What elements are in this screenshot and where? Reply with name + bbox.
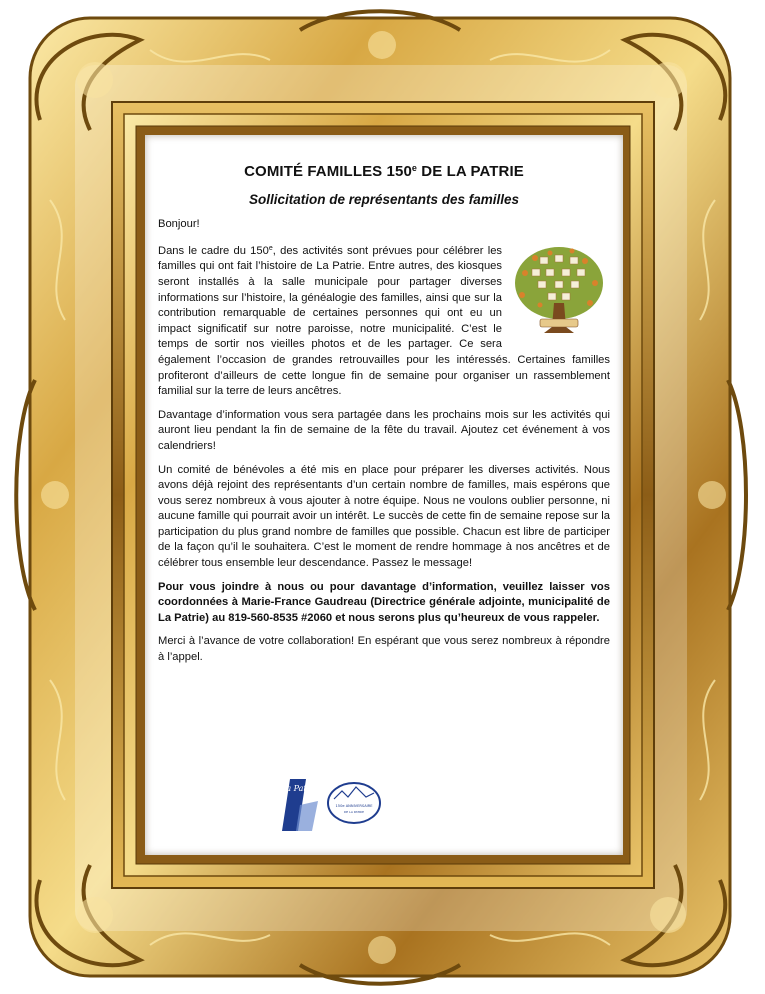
title-rest: DE LA PATRIE [417, 163, 524, 180]
paragraph-2: Davantage d’information vous sera partagée dans les prochains mois sur les activités qui auront lieu pendant la fin de semaine de la fête du travail. Ajoutez cet événement à vos calendriers! [158, 408, 610, 452]
paragraph-1-start: Dans le cadre du 150 [158, 244, 269, 257]
page-subtitle: Sollicitation de représentants des familles [248, 191, 520, 207]
greeting: Bonjour! [158, 218, 200, 231]
family-tree-image [510, 243, 608, 339]
letter-page [145, 135, 623, 855]
paragraph-1-rest: , des activités sont prévues pour célébrer les familles qui ont fait l’histoire de La Patrie. Entre autres, des kiosques seront installés à la salle municipale pour partager diverses informations sur l’histoire, la généalogie des familles, ainsi que sur la contribution remarquable de certaines personnes qui ont eu un impact significatif sur notre paroisse, notre municipalité. C’est le temps de sortir nos vieilles photos et de les partager. Ce sera également l’occasion de grandes retrouvailles pour les intéressés. Certaines familles profiteront d’ailleurs de cette longue fin de semaine pour organiser un rassemblement familial sur la terre de leurs ancêtres. [158, 244, 610, 398]
logo2-line1: 150e ANNIVERSAIRE [335, 804, 373, 808]
paragraph-closing: Merci à l’avance de votre collaboration! En espérant que vous serez nombreux à répondre à l’appel. [158, 635, 610, 664]
la-patrie-logo [280, 779, 318, 831]
logo2-line2: DE LA PATRIE [343, 810, 365, 814]
letter-content [158, 155, 610, 674]
paragraph-3: Un comité de bénévoles a été mis en place pour préparer les diverses activités. Nous avons déjà rejoint des représentants d’un certain nombre de familles, mais espérons que vous serez nombreux à vous ajouter à notre équipe. Nous ne voulons oublier personne, ni aucune famille qui pourrait avoir un intérêt. Le succès de cette fin de semaine repose sur la participation du plus grand nombre de familles que possible. Chacun est libre de participer de la façon qu’il le souhaitera. C’est le moment de rendre hommage à nos ancêtres et de célébrer tous ensemble leur descendance. Passez le message! [158, 463, 610, 570]
paragraph-1 [158, 241, 610, 400]
anniversary-logo [328, 783, 380, 823]
title-main: COMITÉ FAMILLES 150 [244, 163, 412, 180]
page-title [158, 161, 610, 180]
paragraph-1-superscript: e [268, 244, 273, 252]
title-superscript: e [411, 163, 417, 173]
logos [278, 775, 388, 835]
paragraph-contact: Pour vous joindre à nous ou pour davantage d’information, veuillez laisser vos coordonnées à Marie-France Gaudreau (Directrice générale adjointe, municipalité de La Patrie) au 819-560-8535 #2060 et nous serons plus qu’heureux de vous rappeler. [158, 580, 610, 624]
logo1-text: La Patrie [281, 784, 318, 793]
